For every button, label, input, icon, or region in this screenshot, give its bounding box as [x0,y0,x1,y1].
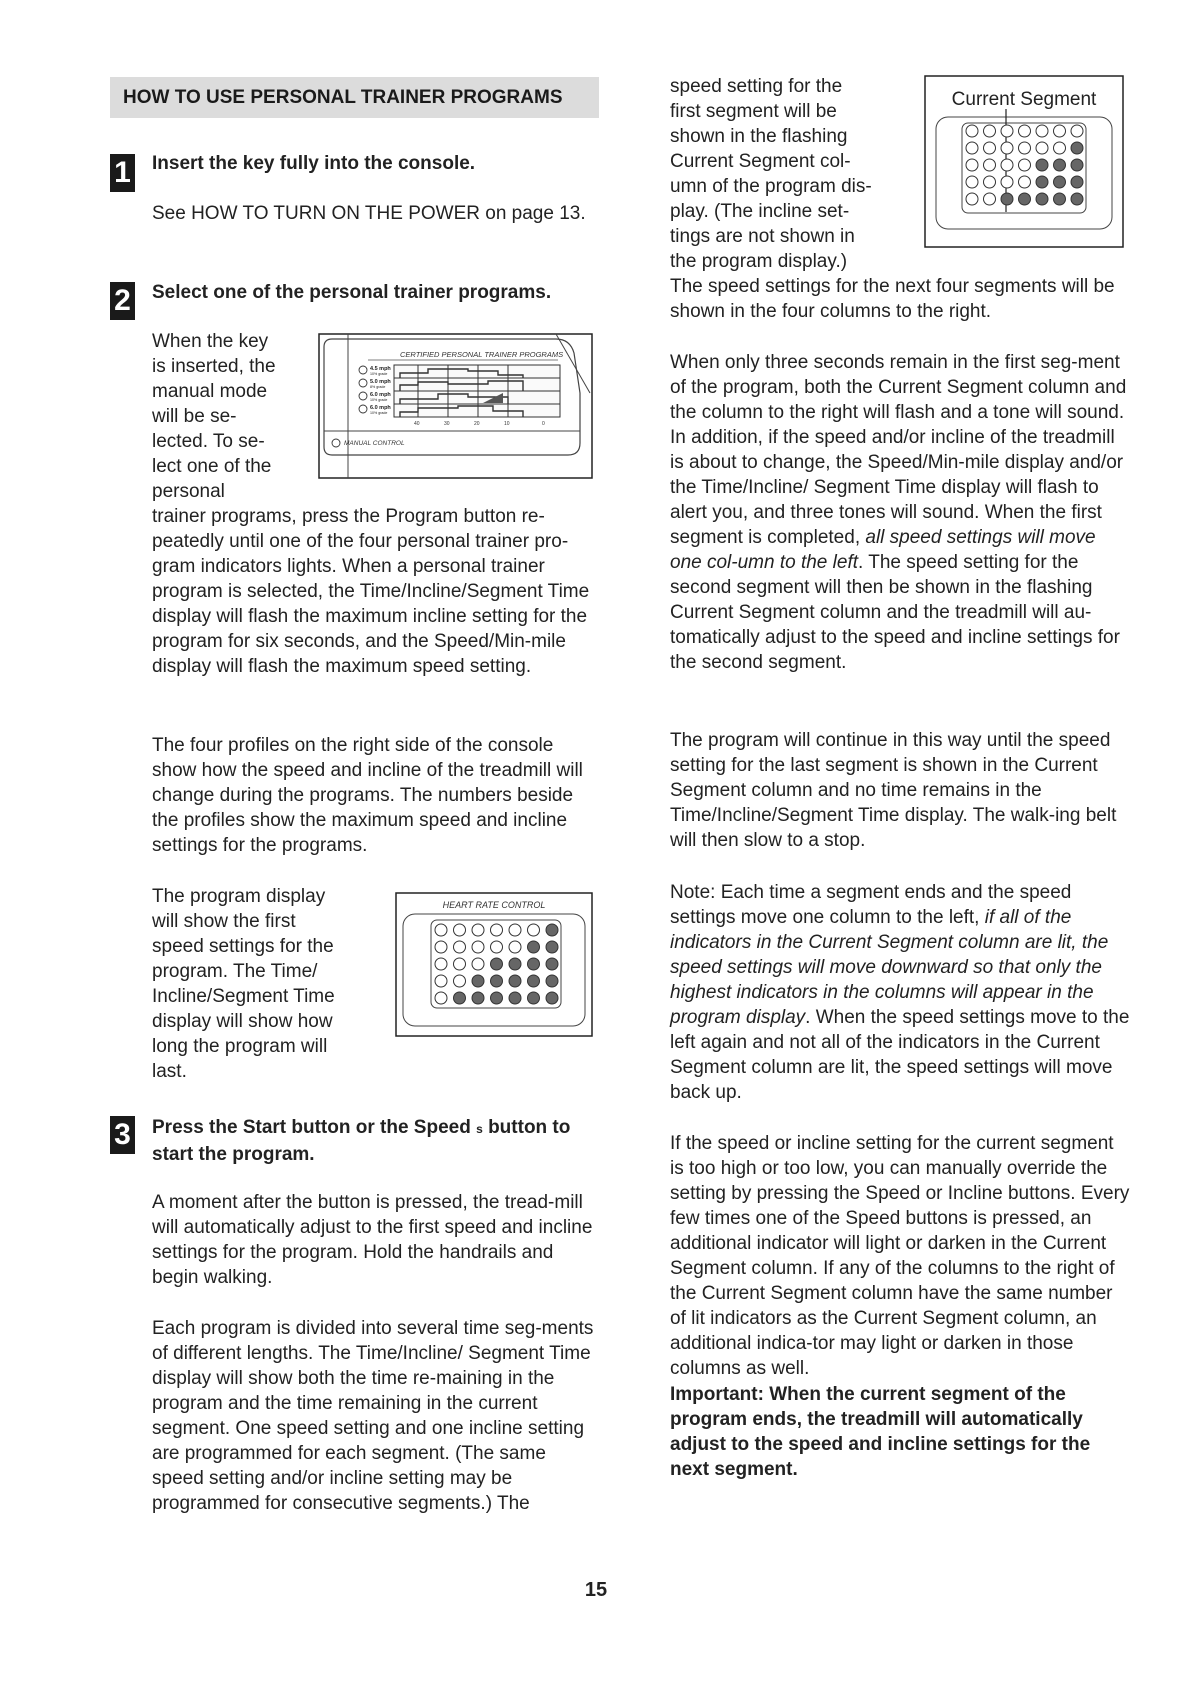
led-unlit [1019,176,1031,188]
led-unlit [1001,125,1013,137]
step-3-heading-text: Press the Start button or the Speed [152,1117,471,1138]
led-unlit [454,975,466,987]
text-line: personal [152,481,225,502]
led-unlit [966,176,978,188]
led-lit [1001,193,1013,205]
right-paragraph-5: If the speed or incline setting for the current segment is too high or too low, you can manually override the setting by pressing the Speed or Incline buttons. Every few times one of the Speed buttons is pressed, an additional indicator will light or darken in the Current Segment column. If any of the columns to the right of the Current Segment column have the same number of lit indicators as the Current Segment column, an additional indica-tor may light or darken in those columns as well. [670,1133,1130,1379]
led-unlit [1054,125,1066,137]
led-unlit [528,924,540,936]
text-line: will be se- [152,406,237,427]
led-lit [546,958,558,970]
text-line: the program display.) [670,251,848,272]
speed-up-symbol: s [476,1122,483,1136]
led-unlit [1054,142,1066,154]
led-unlit [435,975,447,987]
led-unlit [509,924,521,936]
program-led [359,379,367,387]
led-lit [491,958,503,970]
program-profiles [394,365,560,417]
step-3-number: 3 [110,1116,135,1154]
step-3-paragraph-2: Each program is divided into several time seg-ments of different lengths. The Time/Incline/ Segment Time display will show both the time re-maining in the program and the time remaining in the current segment. One speed setting and one incline setting are programmed for each segment. (The same speed setting and/or incline setting may be programmed for consecutive segments.) The [152,1318,594,1514]
led-lit [491,992,503,1004]
led-lit [528,975,540,987]
led-lit [491,975,503,987]
heart-rate-figure [395,892,593,1037]
led-lit [509,958,521,970]
led-unlit [1001,159,1013,171]
led-lit [1054,176,1066,188]
led-unlit [1071,125,1083,137]
led-lit [528,941,540,953]
led-unlit [984,159,996,171]
led-lit [546,924,558,936]
program-speed-label: 4.5 mph [370,366,391,372]
program-speed-label: 5.0 mph [370,379,391,385]
led-lit [1036,193,1048,205]
right-top-continuation: The speed settings for the next four segments will be shown in the four columns to the right. [670,276,1115,322]
text-line: is inserted, the [152,356,276,377]
led-lit [528,958,540,970]
step-2-intro-lines [152,329,312,504]
manual-control-label: MANUAL CONTROL [344,440,405,447]
text-line: lected. To se- [152,431,265,452]
text-line: The program display [152,886,326,907]
program-grade-label: 10% grade [370,398,388,402]
led-lit [1036,159,1048,171]
program-grade-label: 10% grade [370,411,388,415]
led-lit [472,992,484,1004]
led-unlit [435,924,447,936]
right-top-lines [670,74,900,274]
led-lit [1071,142,1083,154]
manual-led [332,439,340,447]
text-line: play. (The incline set- [670,201,850,222]
program-speed-label: 6.0 mph [370,405,391,411]
led-unlit [1001,176,1013,188]
axis-tick: 30 [444,421,450,427]
step-3-paragraph-1: A moment after the button is pressed, the tread-mill will automatically adjust to the first speed and incline settings for the program. Hold the handrails and begin walking. [152,1192,593,1288]
program-grade-label: 8% grade [370,385,386,389]
led-lit [1019,193,1031,205]
led-lit [528,992,540,1004]
led-lit [472,975,484,987]
text-line: speed settings for the [152,936,334,957]
led-unlit [491,924,503,936]
text-line: display will show how [152,1011,333,1032]
step-1-body: See HOW TO TURN ON THE POWER on page 13. [152,203,586,224]
program-grade-label: 10% grade [370,372,388,376]
console-figure [318,333,593,479]
led-lit [509,992,521,1004]
program-speed-label: 6.0 mph [370,392,391,398]
led-unlit [491,941,503,953]
led-unlit [1019,159,1031,171]
heart-rate-title: HEART RATE CONTROL [442,900,546,910]
led-unlit [984,193,996,205]
led-unlit [1036,142,1048,154]
led-unlit [472,924,484,936]
text-line: long the program will [152,1036,328,1057]
led-lit [1054,193,1066,205]
led-unlit [435,941,447,953]
led-unlit [435,958,447,970]
step-3-heading-text: button to start the program. [152,1117,571,1165]
axis-tick: 20 [474,421,480,427]
led-unlit [966,159,978,171]
page-number: 15 [584,1579,608,1601]
step-1-heading: Insert the key fully into the console. [152,153,476,174]
paragraph-italic-text: if all of the indicators in the Current Segment column are lit, the speed settings will move downward so that only the highest indicators in the columns will appear in the program display [670,907,1109,1028]
step-1-number: 1 [110,154,135,192]
step-2-number: 2 [110,282,135,320]
led-unlit [509,941,521,953]
right-paragraph-2 [670,350,1132,675]
led-unlit [454,958,466,970]
paragraph-text: When only three seconds remain in the first seg-ment of the program, both the Current Segment column and the column to the right will flash and a tone will sound. In addition, if the speed and/or incline of the treadmill is about to change, the Speed/Min-mile display and/or the Time/Incline/ Segment Time display will flash to alert you, and three tones will sound. When the first segment is completed, [670,352,1127,548]
text-line: Incline/Segment Time [152,986,335,1007]
text-line: umn of the program dis- [670,176,872,197]
text-line: shown in the flashing [670,126,848,147]
text-line: will show the first [152,911,296,932]
led-unlit [1019,142,1031,154]
right-note-paragraph [670,880,1132,1105]
step-2-heading: Select one of the personal trainer programs. [152,282,552,303]
led-lit [1071,193,1083,205]
important-note: Important: When the current segment of the program ends, the treadmill will automatically adjust to the speed and incline settings for the next segment. [670,1384,1091,1480]
led-unlit [1036,125,1048,137]
axis-tick: 10 [504,421,510,427]
program-led [359,392,367,400]
led-unlit [472,958,484,970]
led-lit [454,992,466,1004]
led-lit [1036,176,1048,188]
led-unlit [966,142,978,154]
text-line: last. [152,1061,187,1082]
led-lit [546,992,558,1004]
text-line: lect one of the [152,456,272,477]
led-lit [1071,176,1083,188]
led-lit [546,941,558,953]
axis-tick: 0 [542,421,545,427]
led-lit [1054,159,1066,171]
section-title: HOW TO USE PERSONAL TRAINER PROGRAMS [110,77,599,118]
step-2-display-lines [152,884,362,1084]
text-line: speed setting for the [670,76,843,97]
text-line: Current Segment col- [670,151,851,172]
console-title: CERTIFIED PERSONAL TRAINER PROGRAMS [400,350,564,359]
axis-tick: 40 [414,421,420,427]
step-2-intro-rest: trainer programs, press the Program button re-peatedly until one of the four personal trainer pro-gram indicators lights. When a personal trainer program is selected, the Time/Incline/Segment Time display will flash the maximum incline setting for the program for six seconds, and the Speed/Min-mile display will flash the maximum speed setting. [152,506,590,677]
step-3-heading [152,1115,602,1167]
led-unlit [1019,125,1031,137]
current-segment-label: Current Segment [951,89,1097,110]
led-unlit [472,941,484,953]
paragraph-text: . When the speed settings move to the left again and not all of the indicators in the Current Segment column are lit, the speed settings will move back up. [670,1007,1130,1103]
right-paragraph-3: The program will continue in this way until the speed setting for the last segment is shown in the Current Segment column and no time remains in the Time/Incline/Segment Time display. The walk-ing belt will then slow to a stop. [670,730,1117,851]
led-unlit [966,125,978,137]
paragraph-text: Note: Each time a segment ends and the speed settings move one column to the left, [670,882,1072,928]
led-lit [546,975,558,987]
text-line: program. The Time/ [152,961,318,982]
current-segment-figure [924,75,1124,248]
program-led [359,405,367,413]
text-line: tings are not shown in [670,226,855,247]
led-unlit [984,125,996,137]
paragraph-text: . The speed setting for the second segment will then be shown in the flashing Current Segment column and the treadmill will au-tomatically adjust to the speed and incline settings for the second segment. [670,552,1120,673]
led-unlit [454,924,466,936]
text-line: manual mode [152,381,268,402]
text-line: first segment will be [670,101,837,122]
paragraph-italic-text: all speed settings will move one col-umn to the left [670,527,1096,573]
led-lit [509,975,521,987]
text-line: When the key [152,331,269,352]
led-lit [1071,159,1083,171]
led-unlit [984,176,996,188]
led-unlit [1001,142,1013,154]
led-unlit [984,142,996,154]
led-unlit [966,193,978,205]
led-unlit [435,992,447,1004]
program-led [359,366,367,374]
led-unlit [454,941,466,953]
step-2-profiles-paragraph: The four profiles on the right side of the console show how the speed and incline of the treadmill will change during the programs. The numbers beside the profiles show the maximum speed and incline settings for the programs. [152,735,583,856]
